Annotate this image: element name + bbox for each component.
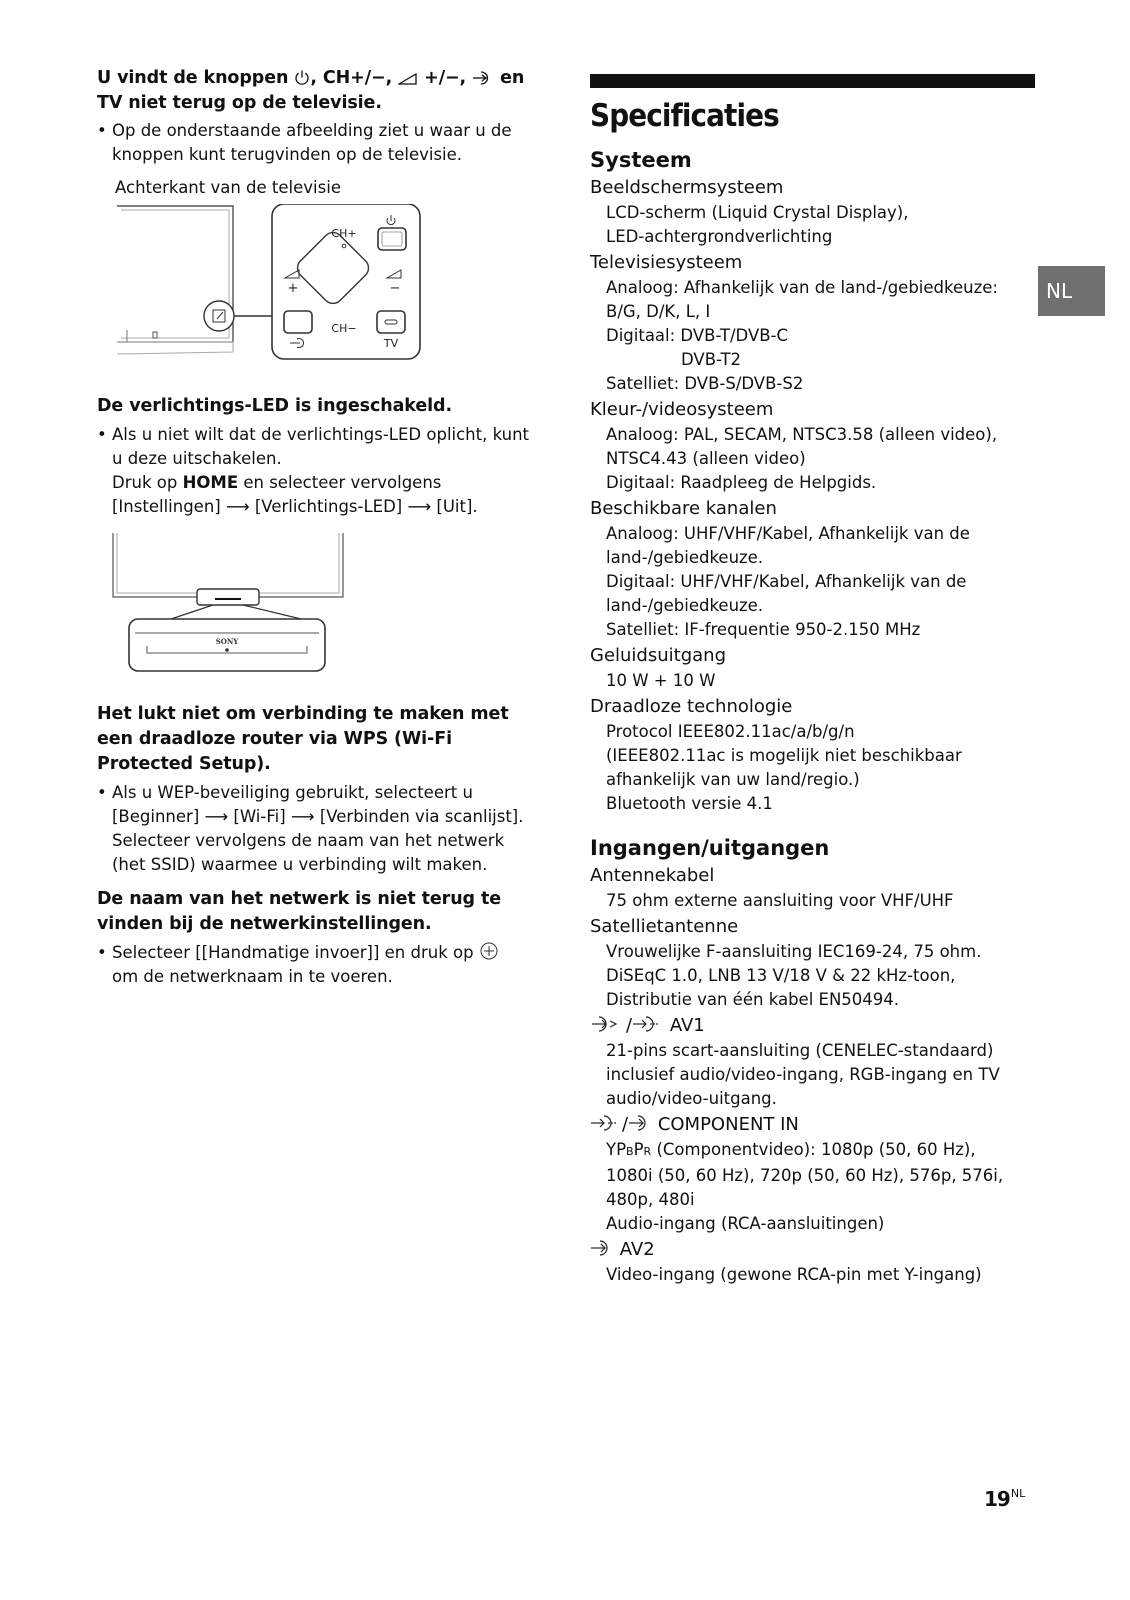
q3-heading: Het lukt niet om verbinding te maken met een draadloze router via WPS (Wi-Fi Protected Setup). <box>97 704 509 774</box>
spec-desc: LCD-scherm (Liquid Crystal Display), LED-achtergrondverlichting <box>606 203 909 246</box>
page-number: $19^{NL}$ <box>984 1487 1026 1511</box>
q1-heading: U vindt de knoppen , CH+/−, +/−, en TV niet terug op de televisie. <box>97 68 525 113</box>
spec-term: Beeldschermsysteem <box>590 177 784 198</box>
language-tab: NL <box>1038 266 1105 316</box>
arrow-right-icon: ⟶ <box>204 807 229 826</box>
q1-caption: Achterkant van de televisie <box>115 178 341 197</box>
spec-term-component: / COMPONENT IN <box>590 1112 1040 1138</box>
scart-in-out-icon <box>590 1014 626 1034</box>
arrow-right-icon: ⟶ <box>225 497 250 516</box>
section-heading-io: Ingangen/uitgangen <box>590 836 830 860</box>
tv-back-buttons-diagram <box>97 204 437 364</box>
vol-plus-label: + <box>287 281 299 296</box>
spec-desc: Analoog: PAL, SECAM, NTSC3.58 (alleen video), NTSC4.43 (alleen video) Digitaal: Raadpleeg de Helpgids. <box>606 425 998 492</box>
spec-term: Kleur-/videosysteem <box>590 399 774 420</box>
spec-desc: 75 ohm externe aansluiting voor VHF/UHF <box>606 891 954 910</box>
q2-heading: De verlichtings-LED is ingeschakeld. <box>97 396 453 416</box>
video-in-icon <box>590 1113 622 1133</box>
q1-bullet: • Op de onderstaande afbeelding ziet u waar u de knoppen kunt terugvinden op de televisie. <box>97 121 512 164</box>
right-column <box>590 74 1040 1287</box>
arrow-right-icon: ⟶ <box>407 497 432 516</box>
spec-term: Televisiesysteem <box>590 252 743 273</box>
sony-logo: SONY <box>215 637 239 646</box>
title-bar <box>590 74 1035 88</box>
section-heading-systeem: Systeem <box>590 148 692 172</box>
spec-desc: 10 W + 10 W <box>606 671 716 690</box>
q3-bullet: • Als u WEP-beveiliging gebruikt, selecteert u [Beginner] ⟶ [Wi-Fi] ⟶ [Verbinden via scanlijst]. Selecteer vervolgens de naam van het netwerk (het SSID) waarmee u verbinding wilt maken. <box>97 783 524 874</box>
spec-term: Geluidsuitgang <box>590 645 726 666</box>
input-icon <box>472 70 494 86</box>
vol-minus-label: − <box>389 281 401 296</box>
systeem-spec-list <box>590 175 1040 816</box>
power-icon <box>294 69 310 86</box>
spec-term: Draadloze technologie <box>590 696 793 717</box>
home-key: HOME <box>182 473 239 492</box>
spec-term-av2: AV2 <box>590 1237 1040 1263</box>
ch-plus-label: CH+ <box>331 227 357 240</box>
spec-desc: 21-pins scart-aansluiting (CENELEC-standaard) inclusief audio/video-ingang, RGB-ingang en TV audio/video-uitgang. <box>606 1041 1000 1108</box>
spec-term: Beschikbare kanalen <box>590 498 777 519</box>
input-icon <box>590 1238 614 1258</box>
spec-desc: Analoog: UHF/VHF/Kabel, Afhankelijk van de land-/gebiedkeuze. Digitaal: UHF/VHF/Kabel, Afhankelijk van de land-/gebiedkeuze. Satelliet: IF-frequentie 950-2.150 MHz <box>606 524 970 639</box>
tv-button-label: TV <box>383 337 399 350</box>
spec-desc: Vrouwelijke F-aansluiting IEC169-24, 75 ohm. DiSEqC 1.0, LNB 13 V/18 V & 22 kHz-toon, Distributie van één kabel EN50494. <box>606 942 982 1009</box>
arrow-right-icon: ⟶ <box>290 807 315 826</box>
q2-bullet: • Als u niet wilt dat de verlichtings-LED oplicht, kunt u deze uitschakelen. Druk op HOME en selecteer vervolgens [Instellingen] ⟶ [Verlichtings-LED] ⟶ [Uit]. <box>97 425 530 516</box>
volume-icon <box>398 72 418 86</box>
q4-heading: De naam van het netwerk is niet terug te vinden bij de netwerkinstellingen. <box>97 889 502 934</box>
spec-term: Satellietantenne <box>590 916 739 937</box>
page-title: Specificaties <box>590 98 779 134</box>
spec-desc: Analoog: Afhankelijk van de land-/gebiedkeuze: B/G, D/K, L, I Digitaal: DVB-T/DVB-C DVB-T2 Satelliet: DVB-S/DVB-S2 <box>606 278 998 393</box>
left-column <box>97 66 542 989</box>
spec-desc: Protocol IEEE802.11ac/a/b/g/n (IEEE802.11ac is mogelijk niet beschikbaar afhankelijk van uw land/regio.) Bluetooth versie 4.1 <box>606 722 962 813</box>
spec-desc: YPBPR (Componentvideo): 1080p (50, 60 Hz), 1080i (50, 60 Hz), 720p (50, 60 Hz), 576p, 576i, 480p, 480i Audio-ingang (RCA-aansluitingen) <box>606 1140 1004 1233</box>
tv-led-diagram <box>111 533 351 678</box>
spec-term: Antennekabel <box>590 865 715 886</box>
enter-button-icon <box>479 941 499 961</box>
input-icon <box>628 1113 652 1133</box>
spec-desc: Video-ingang (gewone RCA-pin met Y-ingang) <box>606 1265 982 1284</box>
q4-bullet: • Selecteer [[Handmatige invoer]] en druk op om de netwerknaam in te voeren. <box>97 941 542 989</box>
ch-minus-label: CH− <box>331 322 357 335</box>
video-in-icon <box>632 1014 664 1034</box>
spec-term-av1: / AV1 <box>590 1013 1040 1039</box>
